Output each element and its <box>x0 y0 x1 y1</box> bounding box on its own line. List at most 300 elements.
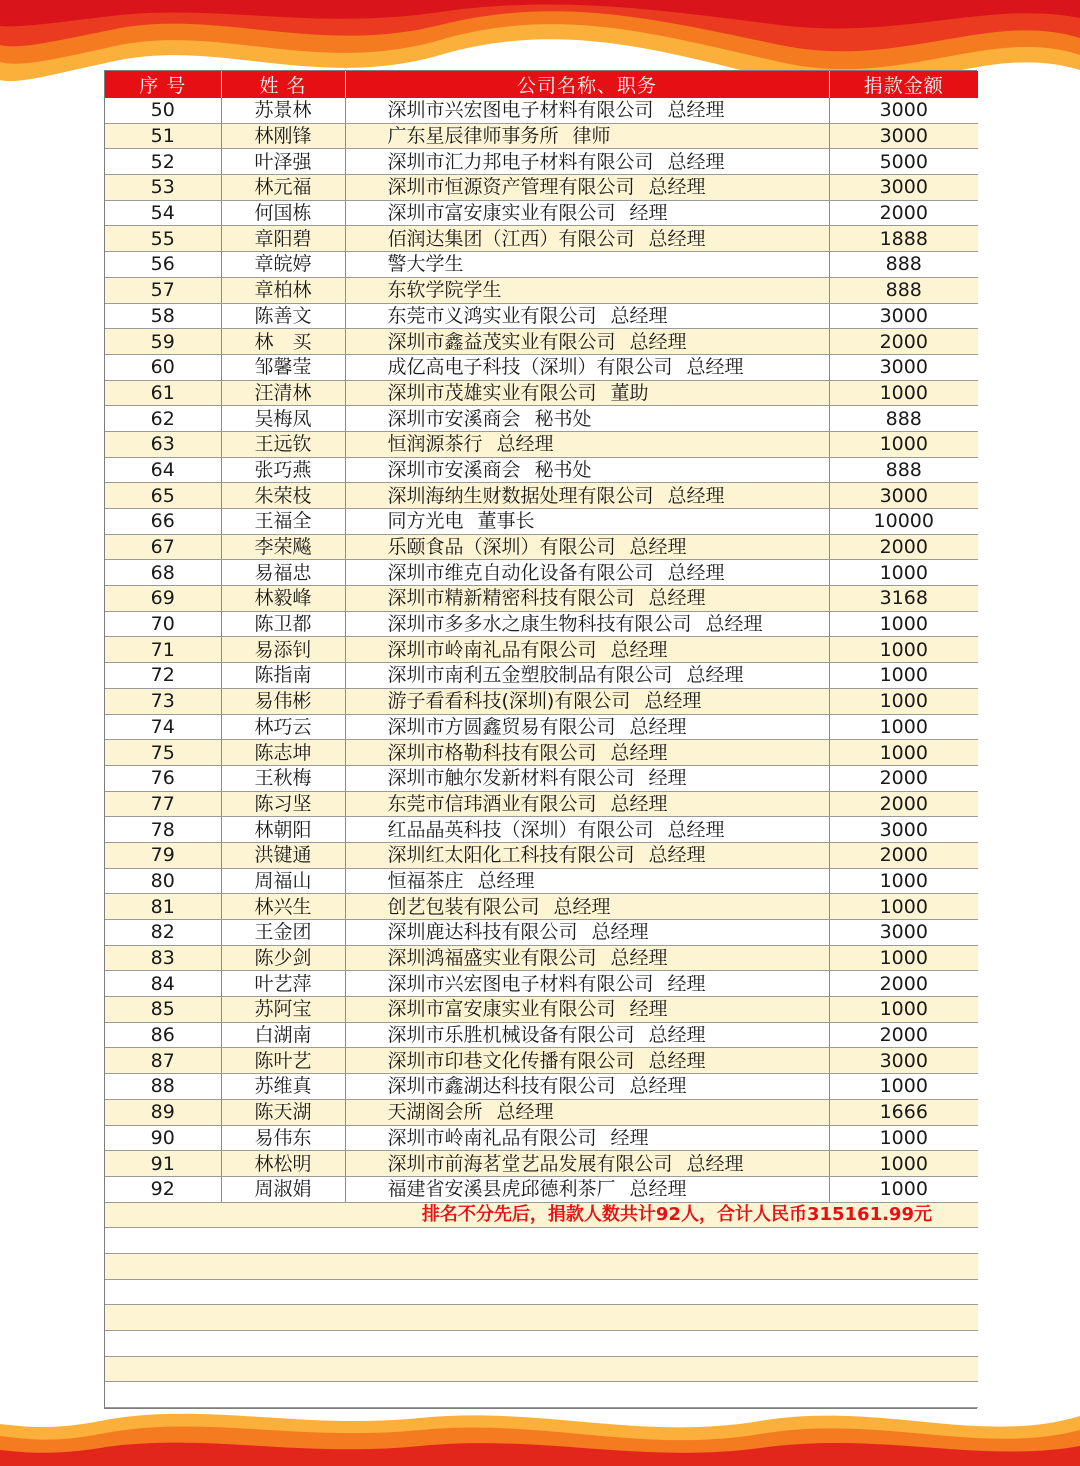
row-amount: 2000 <box>829 200 978 226</box>
row-position <box>464 253 478 275</box>
row-position: 总经理 <box>667 818 725 841</box>
row-amount: 1000 <box>829 560 978 586</box>
blank-row <box>105 1356 978 1382</box>
row-position: 总经理 <box>629 1178 687 1201</box>
row-company <box>345 303 829 329</box>
row-number: 80 <box>105 868 221 894</box>
row-amount: 1000 <box>829 1074 978 1100</box>
row-company-name: 东莞市信玮酒业有限公司 <box>387 792 597 815</box>
table-row <box>105 997 978 1023</box>
row-number: 79 <box>105 842 221 868</box>
row-number: 77 <box>105 791 221 817</box>
row-company-name: 深圳市鑫湖达科技有限公司 <box>387 1075 616 1098</box>
row-number: 76 <box>105 765 221 791</box>
row-company-name: 东软学院学生 <box>387 279 502 302</box>
row-position: 总经理 <box>629 1075 687 1098</box>
row-position: 总经理 <box>496 433 554 456</box>
summary-row <box>105 1202 978 1228</box>
row-amount: 1000 <box>829 431 978 457</box>
row-amount: 3000 <box>829 98 978 123</box>
blank-row <box>105 1305 978 1331</box>
row-position: 经理 <box>648 767 687 790</box>
row-amount: 1000 <box>829 740 978 766</box>
row-number: 86 <box>105 1022 221 1048</box>
row-position: 总经理 <box>648 1049 706 1072</box>
row-position: 总经理 <box>667 150 725 173</box>
row-amount: 1000 <box>829 868 978 894</box>
table-row <box>105 740 978 766</box>
row-number: 63 <box>105 431 221 457</box>
header-name: 姓 名 <box>221 71 345 98</box>
row-name: 易添钊 <box>221 637 345 663</box>
row-amount: 3000 <box>829 1048 978 1074</box>
row-company <box>345 123 829 149</box>
row-company-name: 佰润达集团（江西）有限公司 <box>387 227 635 250</box>
row-name: 王远钦 <box>221 431 345 457</box>
row-company-name: 恒润源茶行 <box>387 433 483 456</box>
row-amount: 888 <box>829 252 978 278</box>
row-company-name: 成亿高电子科技（深圳）有限公司 <box>387 356 673 379</box>
row-company <box>345 406 829 432</box>
table-row <box>105 894 978 920</box>
row-company <box>345 200 829 226</box>
row-company-name: 深圳市方圆鑫贸易有限公司 <box>387 715 616 738</box>
row-position: 董事长 <box>477 510 535 533</box>
row-amount: 888 <box>829 277 978 303</box>
row-number: 71 <box>105 637 221 663</box>
row-name: 陈卫都 <box>221 611 345 637</box>
table-row <box>105 354 978 380</box>
row-name: 陈善文 <box>221 303 345 329</box>
table-row <box>105 945 978 971</box>
row-amount: 1000 <box>829 1151 978 1177</box>
row-amount: 1000 <box>829 1125 978 1151</box>
row-position: 经理 <box>667 972 706 995</box>
row-number: 57 <box>105 277 221 303</box>
row-company <box>345 997 829 1023</box>
row-company <box>345 226 829 252</box>
row-company-name: 深圳市印巷文化传播有限公司 <box>387 1049 635 1072</box>
row-company-name: 深圳市精新精密科技有限公司 <box>387 587 635 610</box>
row-number: 91 <box>105 1151 221 1177</box>
row-amount: 2000 <box>829 765 978 791</box>
row-company-name: 深圳市维克自动化设备有限公司 <box>387 561 654 584</box>
row-company-name: 深圳市格勒科技有限公司 <box>387 741 597 764</box>
row-amount: 3000 <box>829 175 978 201</box>
row-number: 87 <box>105 1048 221 1074</box>
row-company <box>345 1125 829 1151</box>
table-header-row <box>105 71 978 98</box>
row-position: 总经理 <box>610 638 668 661</box>
row-company <box>345 149 829 175</box>
row-name: 林 买 <box>221 329 345 355</box>
row-number: 88 <box>105 1074 221 1100</box>
row-name: 林朝阳 <box>221 817 345 843</box>
row-company-name: 深圳市安溪商会 <box>387 407 521 430</box>
row-name: 陈天湖 <box>221 1099 345 1125</box>
row-position: 经理 <box>629 202 668 225</box>
table-row <box>105 509 978 535</box>
row-amount: 2000 <box>829 791 978 817</box>
row-number: 74 <box>105 714 221 740</box>
blank-cell <box>105 1305 978 1331</box>
row-name: 叶艺萍 <box>221 971 345 997</box>
row-position: 总经理 <box>553 895 611 918</box>
row-company-name: 深圳市乐胜机械设备有限公司 <box>387 1024 635 1047</box>
row-name: 林毅峰 <box>221 586 345 612</box>
row-amount: 888 <box>829 457 978 483</box>
row-number: 64 <box>105 457 221 483</box>
row-number: 62 <box>105 406 221 432</box>
row-company-name: 创艺包装有限公司 <box>387 895 540 918</box>
table-row <box>105 611 978 637</box>
row-position: 总经理 <box>610 947 668 970</box>
row-amount: 1000 <box>829 637 978 663</box>
row-amount: 3000 <box>829 123 978 149</box>
row-amount: 1000 <box>829 714 978 740</box>
row-position: 经理 <box>610 1126 649 1149</box>
row-company-name: 天湖阁会所 <box>387 1101 483 1124</box>
row-name: 邹馨莹 <box>221 354 345 380</box>
table-row <box>105 663 978 689</box>
row-company-name: 深圳市恒源资产管理有限公司 <box>387 176 635 199</box>
table-row <box>105 483 978 509</box>
row-company <box>345 817 829 843</box>
table-row <box>105 1176 978 1202</box>
row-amount: 3000 <box>829 303 978 329</box>
row-company-name: 深圳市富安康实业有限公司 <box>387 202 616 225</box>
row-number: 61 <box>105 380 221 406</box>
row-amount: 2000 <box>829 842 978 868</box>
blank-cell <box>105 1279 978 1305</box>
table-row <box>105 560 978 586</box>
row-position: 总经理 <box>629 536 687 559</box>
row-number: 55 <box>105 226 221 252</box>
row-amount: 2000 <box>829 971 978 997</box>
table-row <box>105 842 978 868</box>
row-company <box>345 740 829 766</box>
row-number: 59 <box>105 329 221 355</box>
row-company-name: 乐颐食品（深圳）有限公司 <box>387 536 616 559</box>
row-position: 总经理 <box>686 356 744 379</box>
row-company-name: 深圳市富安康实业有限公司 <box>387 998 616 1021</box>
row-position: 秘书处 <box>534 407 592 430</box>
row-company <box>345 431 829 457</box>
row-position: 总经理 <box>705 613 763 636</box>
row-number: 78 <box>105 817 221 843</box>
row-company <box>345 175 829 201</box>
table-body <box>105 98 978 1408</box>
row-number: 84 <box>105 971 221 997</box>
table-row <box>105 123 978 149</box>
row-company <box>345 252 829 278</box>
header-no: 序 号 <box>105 71 221 98</box>
row-name: 洪键通 <box>221 842 345 868</box>
row-company-name: 游子看看科技(深圳)有限公司 <box>387 690 631 713</box>
row-position: 总经理 <box>629 715 687 738</box>
row-number: 92 <box>105 1176 221 1202</box>
row-amount: 10000 <box>829 509 978 535</box>
row-name: 苏阿宝 <box>221 997 345 1023</box>
table-row <box>105 1048 978 1074</box>
row-number: 58 <box>105 303 221 329</box>
row-number: 89 <box>105 1099 221 1125</box>
table-row <box>105 971 978 997</box>
row-amount: 1000 <box>829 663 978 689</box>
row-name: 叶泽强 <box>221 149 345 175</box>
table-row <box>105 200 978 226</box>
row-amount: 1000 <box>829 1176 978 1202</box>
row-position: 总经理 <box>667 99 725 122</box>
row-amount: 1000 <box>829 945 978 971</box>
row-amount: 5000 <box>829 149 978 175</box>
row-number: 53 <box>105 175 221 201</box>
row-company <box>345 663 829 689</box>
row-number: 56 <box>105 252 221 278</box>
row-name: 李荣飚 <box>221 534 345 560</box>
row-position <box>502 279 516 301</box>
row-name: 陈习坚 <box>221 791 345 817</box>
table-row <box>105 98 978 123</box>
row-name: 林松明 <box>221 1151 345 1177</box>
table-row <box>105 406 978 432</box>
row-amount: 2000 <box>829 329 978 355</box>
row-position: 总经理 <box>496 1101 554 1124</box>
row-company-name: 深圳市多多水之康生物科技有限公司 <box>387 613 692 636</box>
row-company <box>345 329 829 355</box>
row-company <box>345 483 829 509</box>
row-name: 易伟东 <box>221 1125 345 1151</box>
row-company-name: 同方光电 <box>387 510 464 533</box>
table-row <box>105 586 978 612</box>
table-row <box>105 149 978 175</box>
row-company <box>345 1048 829 1074</box>
blank-row <box>105 1228 978 1254</box>
table-row <box>105 1151 978 1177</box>
table-row <box>105 1125 978 1151</box>
row-position: 总经理 <box>629 330 687 353</box>
table-row <box>105 457 978 483</box>
row-name: 易福忠 <box>221 560 345 586</box>
blank-row <box>105 1279 978 1305</box>
row-position: 总经理 <box>667 484 725 507</box>
blank-row <box>105 1382 978 1408</box>
row-name: 何国栋 <box>221 200 345 226</box>
row-amount: 888 <box>829 406 978 432</box>
row-company <box>345 637 829 663</box>
row-name: 王福全 <box>221 509 345 535</box>
row-company-name: 红品晶英科技（深圳）有限公司 <box>387 818 654 841</box>
row-number: 85 <box>105 997 221 1023</box>
row-position: 总经理 <box>591 921 649 944</box>
row-number: 68 <box>105 560 221 586</box>
donation-table-container <box>104 70 977 1409</box>
row-name: 章阳碧 <box>221 226 345 252</box>
row-company-name: 深圳市安溪商会 <box>387 458 521 481</box>
row-amount: 2000 <box>829 534 978 560</box>
row-name: 汪清林 <box>221 380 345 406</box>
row-company <box>345 1151 829 1177</box>
row-position: 总经理 <box>648 587 706 610</box>
table-row <box>105 303 978 329</box>
table-row <box>105 534 978 560</box>
row-name: 朱荣枝 <box>221 483 345 509</box>
row-number: 72 <box>105 663 221 689</box>
row-position: 总经理 <box>686 664 744 687</box>
row-name: 陈指南 <box>221 663 345 689</box>
row-name: 张巧燕 <box>221 457 345 483</box>
table-row <box>105 791 978 817</box>
row-company <box>345 791 829 817</box>
row-amount: 3000 <box>829 354 978 380</box>
row-company <box>345 868 829 894</box>
row-company-name: 深圳市兴宏图电子材料有限公司 <box>387 972 654 995</box>
row-number: 66 <box>105 509 221 535</box>
row-number: 54 <box>105 200 221 226</box>
row-amount: 3168 <box>829 586 978 612</box>
blank-cell <box>105 1253 978 1279</box>
row-name: 白湖南 <box>221 1022 345 1048</box>
row-company-name: 深圳市汇力邦电子材料有限公司 <box>387 150 654 173</box>
row-company <box>345 714 829 740</box>
row-company <box>345 277 829 303</box>
row-company-name: 恒福茶庄 <box>387 869 464 892</box>
row-company-name: 深圳市岭南礼品有限公司 <box>387 1126 597 1149</box>
row-name: 易伟彬 <box>221 688 345 714</box>
row-number: 73 <box>105 688 221 714</box>
row-company <box>345 842 829 868</box>
row-amount: 1000 <box>829 894 978 920</box>
table-row <box>105 765 978 791</box>
row-company <box>345 98 829 123</box>
table-row <box>105 817 978 843</box>
row-position: 总经理 <box>610 304 668 327</box>
row-company-name: 深圳市触尔发新材料有限公司 <box>387 767 635 790</box>
row-company <box>345 586 829 612</box>
row-company-name: 深圳海纳生财数据处理有限公司 <box>387 484 654 507</box>
row-company <box>345 1099 829 1125</box>
table-row <box>105 329 978 355</box>
row-company <box>345 894 829 920</box>
row-company <box>345 971 829 997</box>
row-company-name: 深圳市岭南礼品有限公司 <box>387 638 597 661</box>
row-position: 总经理 <box>648 176 706 199</box>
table-row <box>105 637 978 663</box>
blank-cell <box>105 1356 978 1382</box>
row-number: 81 <box>105 894 221 920</box>
row-number: 67 <box>105 534 221 560</box>
header-company: 公司名称、职务 <box>345 71 829 98</box>
row-company-name: 东莞市义鸿实业有限公司 <box>387 304 597 327</box>
row-company <box>345 354 829 380</box>
row-position: 秘书处 <box>534 458 592 481</box>
row-number: 82 <box>105 920 221 946</box>
header-amount: 捐款金额 <box>829 71 978 98</box>
row-name: 王金团 <box>221 920 345 946</box>
row-name: 林元福 <box>221 175 345 201</box>
row-company <box>345 611 829 637</box>
row-position: 总经理 <box>648 1024 706 1047</box>
row-amount: 1000 <box>829 380 978 406</box>
table-row <box>105 175 978 201</box>
row-company-name: 深圳市南利五金塑胶制品有限公司 <box>387 664 673 687</box>
row-name: 苏景林 <box>221 98 345 123</box>
row-position: 董助 <box>610 381 649 404</box>
row-position: 经理 <box>629 998 668 1021</box>
row-name: 吴梅凤 <box>221 406 345 432</box>
row-amount: 3000 <box>829 817 978 843</box>
row-number: 70 <box>105 611 221 637</box>
row-number: 65 <box>105 483 221 509</box>
row-position: 总经理 <box>686 1152 744 1175</box>
blank-row <box>105 1331 978 1357</box>
row-company <box>345 509 829 535</box>
row-position: 总经理 <box>648 844 706 867</box>
table-row <box>105 688 978 714</box>
row-company <box>345 380 829 406</box>
table-row <box>105 1074 978 1100</box>
row-number: 75 <box>105 740 221 766</box>
blank-cell <box>105 1331 978 1357</box>
row-company-name: 深圳市鑫益茂实业有限公司 <box>387 330 616 353</box>
row-company <box>345 765 829 791</box>
row-amount: 2000 <box>829 1022 978 1048</box>
row-name: 林巧云 <box>221 714 345 740</box>
row-amount: 1666 <box>829 1099 978 1125</box>
row-number: 51 <box>105 123 221 149</box>
blank-row <box>105 1253 978 1279</box>
row-name: 章皖婷 <box>221 252 345 278</box>
row-number: 83 <box>105 945 221 971</box>
row-name: 周淑娟 <box>221 1176 345 1202</box>
donation-table <box>105 71 978 1408</box>
row-company-name: 深圳市兴宏图电子材料有限公司 <box>387 99 654 122</box>
row-position: 总经理 <box>477 869 535 892</box>
row-name: 王秋梅 <box>221 765 345 791</box>
row-amount: 1000 <box>829 997 978 1023</box>
table-row <box>105 1022 978 1048</box>
blank-cell <box>105 1382 978 1408</box>
row-name: 林兴生 <box>221 894 345 920</box>
row-number: 60 <box>105 354 221 380</box>
row-number: 52 <box>105 149 221 175</box>
table-row <box>105 380 978 406</box>
row-amount: 1888 <box>829 226 978 252</box>
row-name: 周福山 <box>221 868 345 894</box>
row-company <box>345 1176 829 1202</box>
row-company-name: 深圳鸿福盛实业有限公司 <box>387 947 597 970</box>
row-company <box>345 1074 829 1100</box>
row-amount: 1000 <box>829 611 978 637</box>
row-company <box>345 688 829 714</box>
table-row <box>105 714 978 740</box>
row-position: 律师 <box>572 125 611 148</box>
row-name: 陈少剑 <box>221 945 345 971</box>
summary-text: 排名不分先后，捐款人数共计92人，合计人民币315161.99元 <box>105 1202 978 1228</box>
row-name: 陈叶艺 <box>221 1048 345 1074</box>
row-position: 总经理 <box>610 741 668 764</box>
row-company-name: 深圳红太阳化工科技有限公司 <box>387 844 635 867</box>
table-row <box>105 252 978 278</box>
row-number: 90 <box>105 1125 221 1151</box>
row-company <box>345 920 829 946</box>
row-company-name: 深圳市前海茗堂艺品发展有限公司 <box>387 1152 673 1175</box>
row-name: 林刚锋 <box>221 123 345 149</box>
row-amount: 1000 <box>829 688 978 714</box>
table-row <box>105 226 978 252</box>
row-position: 总经理 <box>648 227 706 250</box>
row-company-name: 深圳市茂雄实业有限公司 <box>387 381 597 404</box>
